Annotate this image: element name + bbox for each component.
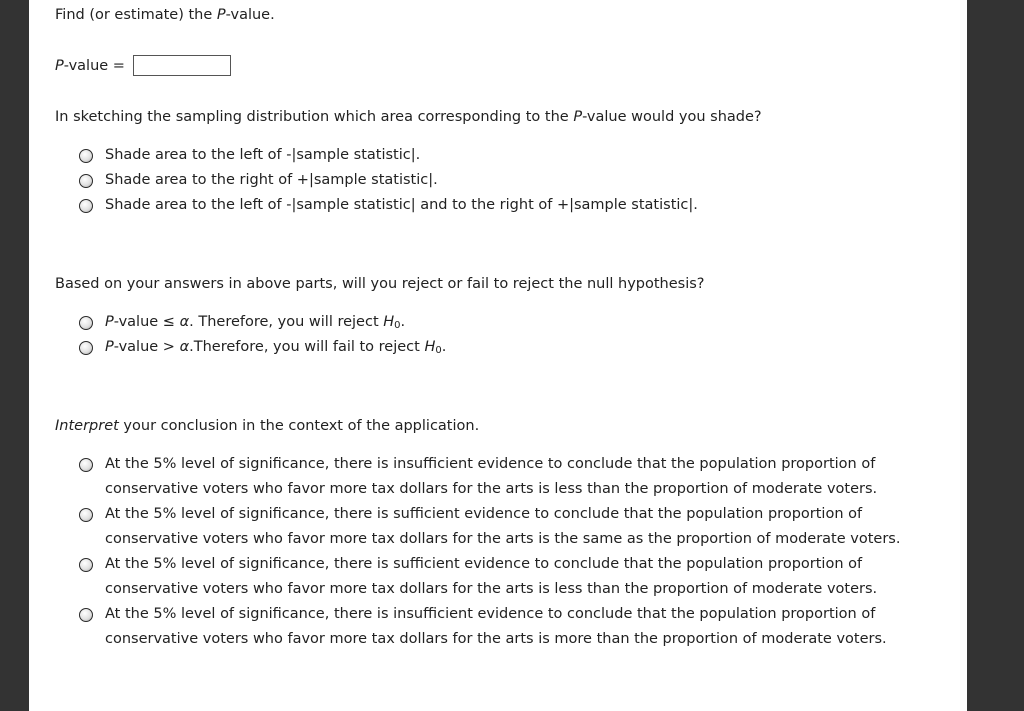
radio-button[interactable] [79, 316, 93, 330]
radio-button[interactable] [79, 174, 93, 188]
option-label: Shade area to the left of -|sample statistic|. [105, 147, 421, 163]
radio-button[interactable] [79, 341, 93, 355]
radio-button[interactable] [79, 558, 93, 572]
shade-question-text: In sketching the sampling distribution which area corresponding to the P-value would you shade? [55, 109, 762, 125]
shade-option-both-tails[interactable] [79, 197, 698, 218]
pvalue-input[interactable] [133, 55, 231, 76]
option-label: Shade area to the left of -|sample statistic| and to the right of +|sample statistic|. [105, 197, 698, 213]
option-label: At the 5% level of significance, there is sufficient evidence to conclude that the population proportion of conservative voters who favor more tax dollars for the arts is the same as the proportion of moderate voters. [105, 506, 901, 547]
interpret-option-3[interactable] [79, 556, 945, 602]
find-pvalue-prompt: Find (or estimate) the P-value. [55, 7, 275, 23]
option-label: At the 5% level of significance, there is insufficient evidence to conclude that the population proportion of conservative voters who favor more tax dollars for the arts is more than the proportion of moderate voters. [105, 606, 887, 647]
option-label: At the 5% level of significance, there is insufficient evidence to conclude that the population proportion of conservative voters who favor more tax dollars for the arts is less than the proportion of moderate voters. [105, 456, 878, 497]
shade-option-left[interactable] [79, 147, 420, 168]
option-label: At the 5% level of significance, there is sufficient evidence to conclude that the population proportion of conservative voters who favor more tax dollars for the arts is less than the proportion of moderate voters. [105, 556, 878, 597]
interpret-option-1[interactable] [79, 456, 945, 502]
interpret-question-text: Interpret your conclusion in the context of the application. [55, 418, 480, 434]
interpret-option-2[interactable] [79, 506, 945, 552]
radio-button[interactable] [79, 508, 93, 522]
option-label: P-value ≤ α. Therefore, you will reject $H_0$. [105, 314, 406, 331]
pvalue-label: P-value = [55, 58, 125, 74]
reject-question-text: Based on your answers in above parts, will you reject or fail to reject the null hypothesis? [55, 276, 705, 292]
radio-button[interactable] [79, 149, 93, 163]
option-label: Shade area to the right of +|sample statistic|. [105, 172, 438, 188]
radio-button[interactable] [79, 199, 93, 213]
question-panel [29, 0, 967, 711]
option-label: P-value > α.Therefore, you will fail to reject $H_0$. [105, 339, 447, 356]
radio-button[interactable] [79, 458, 93, 472]
interpret-option-4[interactable] [79, 606, 945, 652]
shade-option-right[interactable] [79, 172, 438, 193]
fail-to-reject-option[interactable] [79, 339, 446, 363]
radio-button[interactable] [79, 608, 93, 622]
